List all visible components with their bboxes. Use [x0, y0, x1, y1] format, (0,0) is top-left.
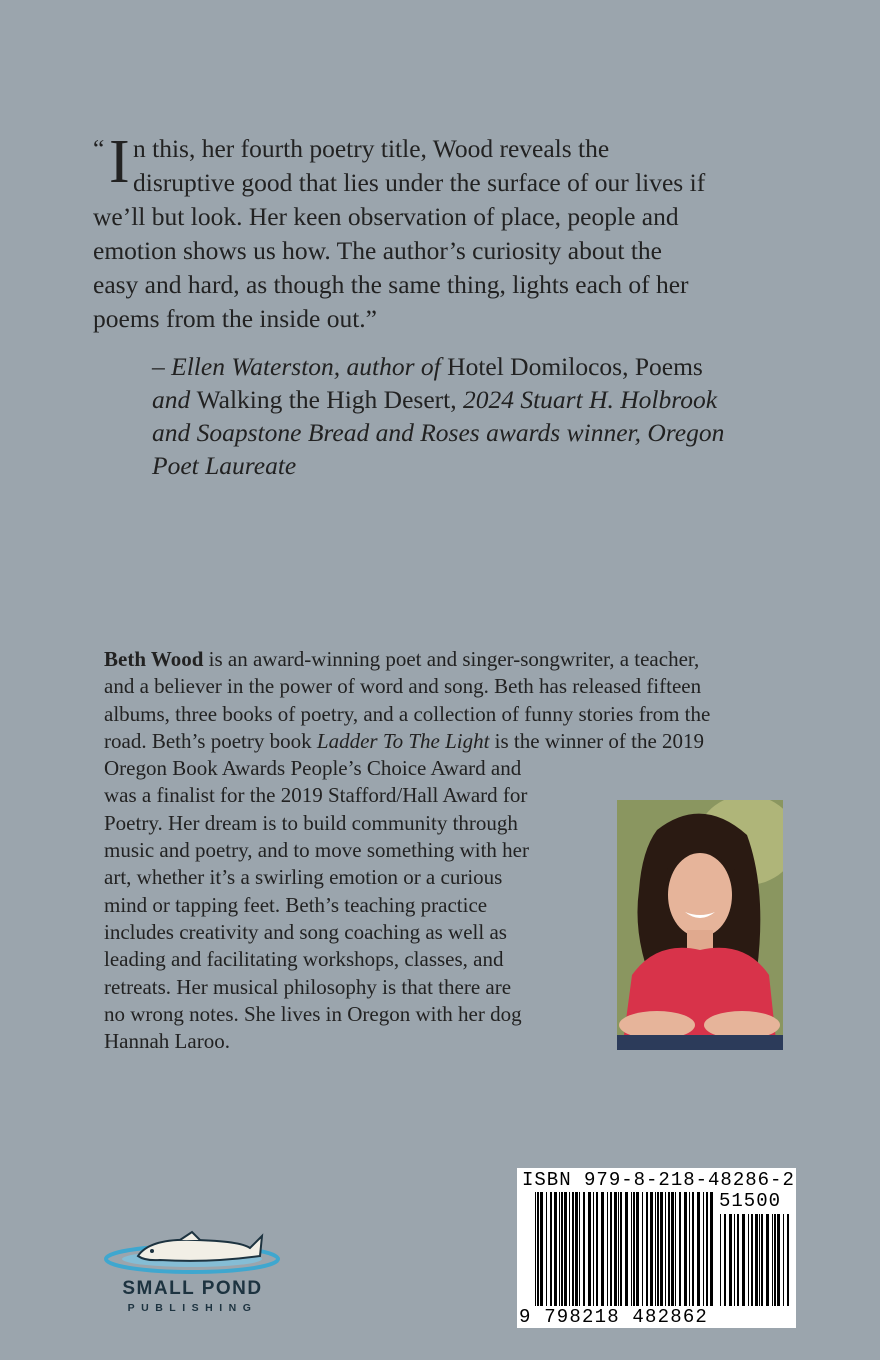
- bio-line: [104, 646, 824, 673]
- barcode-bar: [620, 1192, 622, 1306]
- bio-line: albums, three books of poetry, and a collection of funny stories from the: [104, 701, 711, 726]
- barcode-bar: [689, 1192, 690, 1306]
- barcode-bar: [660, 1192, 663, 1306]
- book-titles: Hotel Domilocos, Poems: [447, 352, 703, 381]
- barcode-bar: [671, 1192, 674, 1306]
- barcode-bar: [546, 1192, 547, 1306]
- bio-line: art, whether it’s a swirling emotion or a curious: [104, 865, 503, 890]
- barcode-bar: [575, 1192, 578, 1306]
- bio-text: is an award-winning poet and singer-songwriter, a teacher,: [203, 647, 700, 671]
- barcode-bar: [783, 1214, 784, 1306]
- barcode-bar: [588, 1192, 591, 1306]
- barcode-bar: [761, 1214, 763, 1306]
- barcode-bar: [561, 1192, 563, 1306]
- barcode-bar: [569, 1192, 570, 1306]
- barcode-bar: [703, 1192, 704, 1306]
- barcode-bar: [607, 1192, 608, 1306]
- author-name: Beth Wood: [104, 647, 204, 671]
- barcode-bar: [550, 1192, 552, 1306]
- barcode-bar: [655, 1192, 656, 1306]
- barcode-bar: [583, 1192, 585, 1306]
- barcode-bar: [537, 1192, 539, 1306]
- attribution-text: and: [152, 385, 197, 414]
- quote-line: n this, her fourth poetry title, Wood reveals the: [133, 134, 610, 163]
- barcode-bar: [665, 1192, 666, 1306]
- barcode-digits: 9 798218 482862: [519, 1306, 709, 1328]
- attribution-line: and Soapstone Bread and Roses awards winner, Oregon: [152, 418, 725, 447]
- barcode-bar: [642, 1192, 643, 1306]
- barcode-bar: [684, 1192, 687, 1306]
- bio-line: retreats. Her musical philosophy is that there are: [104, 974, 512, 999]
- attribution-line: [152, 350, 832, 383]
- barcode-bar: [734, 1214, 735, 1306]
- barcode-bar: [777, 1214, 780, 1306]
- quote-line: we’ll but look. Her keen observation of place, people and: [93, 202, 679, 231]
- barcode-bar: [579, 1192, 580, 1306]
- bio-line: leading and facilitating workshops, classes, and: [104, 947, 504, 972]
- attribution-text: – Ellen Waterston, author of: [152, 352, 448, 381]
- quote-drop-cap: I: [109, 128, 130, 196]
- barcode-bar: [697, 1192, 700, 1306]
- barcode-bar: [720, 1214, 721, 1306]
- publisher-name: SMALL POND: [122, 1278, 263, 1299]
- bio-text: is the winner of the 2019: [489, 728, 705, 753]
- barcode-bar: [724, 1214, 726, 1306]
- bio-line: Oregon Book Awards People’s Choice Award and: [104, 756, 522, 781]
- quote-open-mark: “: [93, 134, 105, 163]
- barcode-bar: [742, 1214, 745, 1306]
- barcode-bar: [692, 1192, 694, 1306]
- barcode-bar: [748, 1214, 749, 1306]
- bio-line: includes creativity and song coaching as well as: [104, 919, 507, 944]
- barcode-bar: [772, 1214, 773, 1306]
- quote-line: disruptive good that lies under the surface of our lives if: [133, 168, 706, 197]
- barcode-bar: [633, 1192, 635, 1306]
- bio-line: no wrong notes. She lives in Oregon with her dog: [104, 1001, 522, 1026]
- endorsement-quote: [93, 128, 793, 336]
- barcode-bar: [774, 1214, 776, 1306]
- barcode-bar: [540, 1192, 543, 1306]
- attribution-line: [152, 383, 832, 416]
- quote-line: poems from the inside out.”: [93, 304, 377, 333]
- publisher-logo: [100, 1226, 285, 1321]
- author-photo: [617, 800, 783, 1050]
- barcode-bar: [737, 1214, 739, 1306]
- attribution-line: Poet Laureate: [152, 451, 297, 480]
- attribution-text: 2024 Stuart H. Holbrook: [456, 385, 718, 414]
- bio-line: [104, 728, 824, 755]
- barcode-bar: [759, 1214, 760, 1306]
- author-portrait: [617, 800, 783, 1050]
- bio-line: music and poetry, and to move something with her: [104, 838, 529, 863]
- barcode-bar: [593, 1192, 594, 1306]
- barcode-bar: [564, 1192, 567, 1306]
- barcode-bar: [646, 1192, 648, 1306]
- bio-line: mind or tapping feet. Beth’s teaching practice: [104, 892, 488, 917]
- quote-line: emotion shows us how. The author’s curiosity about the: [93, 236, 662, 265]
- barcode-bar: [679, 1192, 681, 1306]
- bio-text: road. Beth’s poetry book: [104, 728, 317, 753]
- bio-line: and a believer in the power of word and song. Beth has released fifteen: [104, 674, 702, 699]
- barcode-bar: [710, 1192, 713, 1306]
- bio-line: was a finalist for the 2019 Stafford/Hall Award for: [104, 783, 528, 808]
- barcode-bar: [625, 1192, 628, 1306]
- barcode-bar: [601, 1192, 604, 1306]
- isbn-text: ISBN 979-8-218-48286-2: [522, 1169, 795, 1191]
- bio-line: Poetry. Her dream is to build community through: [104, 810, 518, 835]
- barcode-bar: [668, 1192, 670, 1306]
- bio-line: Hannah Laroo.: [104, 1029, 230, 1054]
- fish-in-pond-icon: [100, 1226, 285, 1281]
- quote-attribution: [152, 350, 832, 482]
- quote-line: easy and hard, as though the same thing, lights each of her: [93, 270, 689, 299]
- barcode-bar: [559, 1192, 560, 1306]
- barcode-bar: [657, 1192, 659, 1306]
- barcode-bar: [650, 1192, 653, 1306]
- barcode-bar: [751, 1214, 753, 1306]
- barcode-bar: [572, 1192, 574, 1306]
- barcode-bar: [755, 1214, 758, 1306]
- barcode-bar: [554, 1192, 557, 1306]
- barcode-bar: [675, 1192, 676, 1306]
- barcode-bar: [596, 1192, 598, 1306]
- book-title: Ladder To The Light: [316, 728, 490, 753]
- barcode-bar: [631, 1192, 632, 1306]
- price-code: 51500: [719, 1190, 782, 1212]
- barcode-bar: [729, 1214, 732, 1306]
- book-title: Walking the High Desert,: [196, 385, 457, 414]
- barcode-bar: [614, 1192, 617, 1306]
- barcode-bar: [787, 1214, 789, 1306]
- barcode-bar: [610, 1192, 612, 1306]
- barcode-bar: [636, 1192, 639, 1306]
- barcode-bar: [535, 1192, 536, 1306]
- barcode-bar: [706, 1192, 708, 1306]
- isbn-barcode: [517, 1168, 796, 1328]
- publisher-subtitle: PUBLISHING: [127, 1302, 258, 1314]
- barcode-bar: [766, 1214, 769, 1306]
- barcode-bar: [618, 1192, 619, 1306]
